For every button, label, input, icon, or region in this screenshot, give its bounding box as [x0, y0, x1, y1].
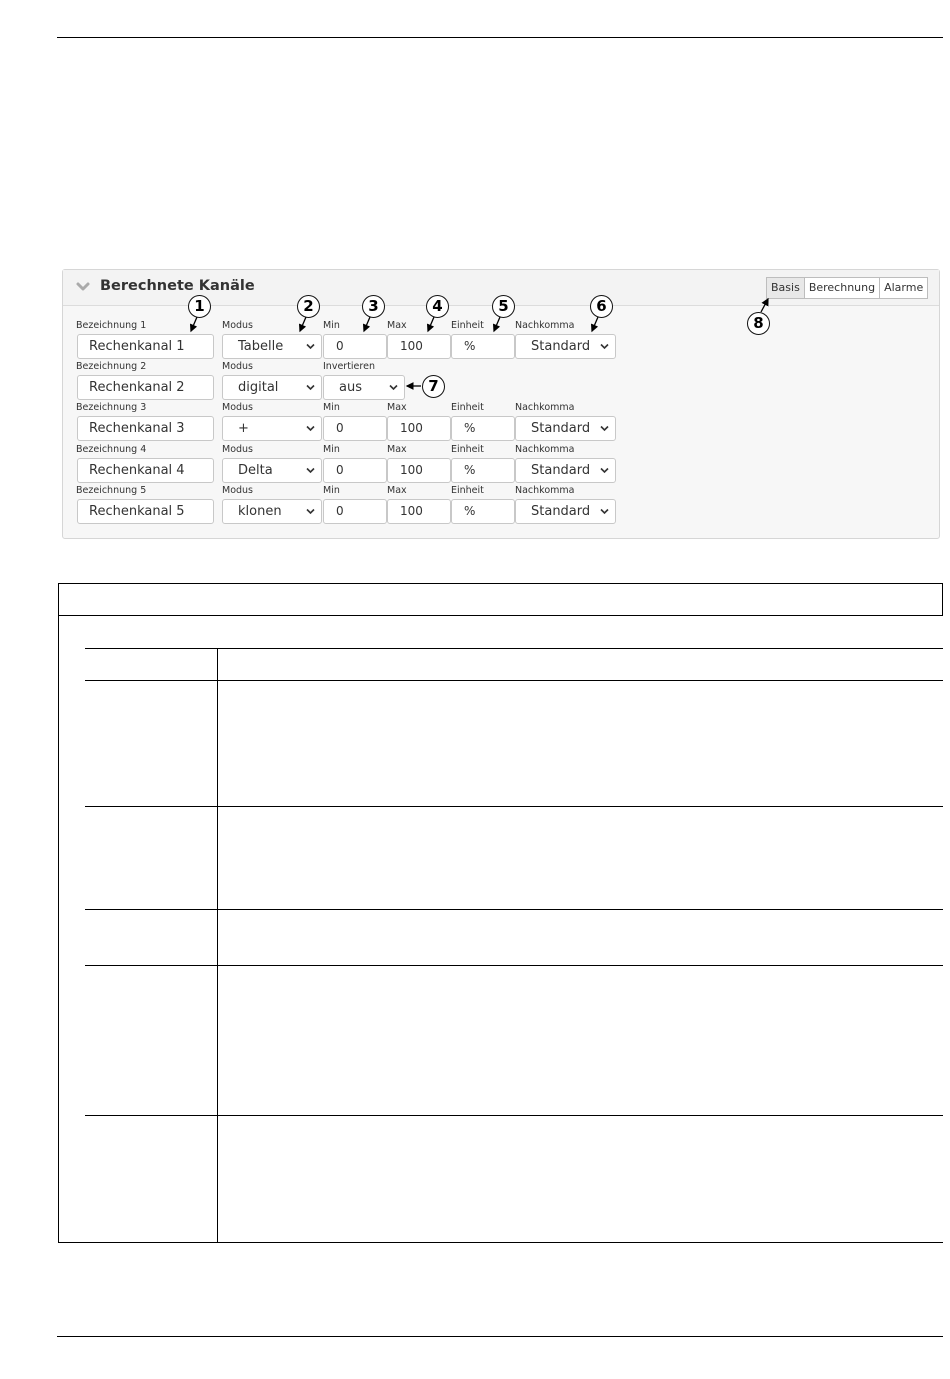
callout-3-arrow	[364, 317, 370, 331]
min-label: Min	[323, 320, 340, 331]
tab-basis[interactable]: Basis	[766, 277, 805, 299]
table-row-divider	[85, 1115, 943, 1116]
nachkomma-label: Nachkomma	[515, 485, 575, 496]
max-label: Max	[387, 320, 407, 331]
bezeichnung-label: Bezeichnung 3	[76, 402, 147, 413]
invertieren-value: aus	[339, 380, 362, 395]
min-label: Min	[323, 485, 340, 496]
modus-value: Tabelle	[238, 339, 284, 354]
tab-alarme[interactable]: Alarme	[879, 277, 928, 299]
bezeichnung-value: Rechenkanal 2	[89, 380, 185, 395]
callout-3: 3	[362, 295, 385, 318]
max-label: Max	[387, 444, 407, 455]
modus-value: digital	[238, 380, 279, 395]
callout-8: 8	[747, 312, 770, 335]
modus-value: klonen	[238, 504, 282, 519]
modus-label: Modus	[222, 444, 254, 455]
modus-value: Delta	[238, 463, 273, 478]
callout-2-arrow	[300, 317, 306, 331]
einheit-value: %	[464, 504, 476, 518]
table-border-top	[58, 583, 943, 584]
min-value: 0	[336, 463, 344, 477]
max-label: Max	[387, 402, 407, 413]
callout-1-arrow	[191, 317, 197, 331]
modus-label: Modus	[222, 485, 254, 496]
max-label: Max	[387, 485, 407, 496]
nachkomma-label: Nachkomma	[515, 444, 575, 455]
table-header-divider	[58, 615, 943, 616]
callout-7: 7	[422, 375, 445, 398]
table-row-divider	[85, 909, 943, 910]
min-value: 0	[336, 504, 344, 518]
callout-6: 6	[590, 295, 613, 318]
description-table	[58, 583, 943, 1243]
table-border-left	[58, 583, 59, 1243]
einheit-value: %	[464, 421, 476, 435]
einheit-value: %	[464, 339, 476, 353]
callout-1: 1	[188, 295, 211, 318]
bezeichnung-value: Rechenkanal 1	[89, 339, 185, 354]
table-row-divider	[85, 680, 943, 681]
bezeichnung-label: Bezeichnung 4	[76, 444, 147, 455]
nachkomma-value: Standard	[531, 463, 591, 478]
nachkomma-value: Standard	[531, 504, 591, 519]
bezeichnung-label: Bezeichnung 2	[76, 361, 147, 372]
modus-value: +	[238, 421, 249, 436]
einheit-label: Einheit	[451, 320, 484, 331]
callout-4-arrow	[428, 317, 434, 331]
nachkomma-label: Nachkomma	[515, 402, 575, 413]
bezeichnung-value: Rechenkanal 5	[89, 504, 185, 519]
min-value: 0	[336, 339, 344, 353]
nachkomma-label: Nachkomma	[515, 320, 575, 331]
einheit-label: Einheit	[451, 402, 484, 413]
callout-5: 5	[492, 295, 515, 318]
modus-label: Modus	[222, 361, 254, 372]
modus-label: Modus	[222, 402, 254, 413]
min-value: 0	[336, 421, 344, 435]
max-value: 100	[400, 339, 423, 353]
table-row-divider	[85, 648, 943, 649]
max-value: 100	[400, 504, 423, 518]
callout-5-arrow	[494, 317, 500, 331]
table-border-bottom	[58, 1242, 943, 1243]
callout-arrows	[0, 0, 950, 560]
callout-8-arrow	[761, 299, 768, 312]
min-label: Min	[323, 444, 340, 455]
panel-title: Berechnete Kanäle	[100, 278, 255, 294]
bezeichnung-value: Rechenkanal 3	[89, 421, 185, 436]
bezeichnung-label: Bezeichnung 5	[76, 485, 147, 496]
nachkomma-value: Standard	[531, 421, 591, 436]
einheit-label: Einheit	[451, 444, 484, 455]
max-value: 100	[400, 463, 423, 477]
table-row-divider	[85, 806, 943, 807]
max-value: 100	[400, 421, 423, 435]
callout-4: 4	[426, 295, 449, 318]
bezeichnung-value: Rechenkanal 4	[89, 463, 185, 478]
tab-berechnung[interactable]: Berechnung	[804, 277, 880, 299]
callout-6-arrow	[592, 317, 598, 331]
bezeichnung-label: Bezeichnung 1	[76, 320, 147, 331]
min-label: Min	[323, 402, 340, 413]
einheit-label: Einheit	[451, 485, 484, 496]
table-row-divider	[85, 965, 943, 966]
modus-label: Modus	[222, 320, 254, 331]
einheit-value: %	[464, 463, 476, 477]
callout-2: 2	[297, 295, 320, 318]
bottom-rule	[57, 1336, 943, 1337]
invertieren-label: Invertieren	[323, 361, 375, 372]
nachkomma-value: Standard	[531, 339, 591, 354]
table-column-divider	[217, 648, 218, 1243]
table-border-right	[942, 583, 943, 616]
